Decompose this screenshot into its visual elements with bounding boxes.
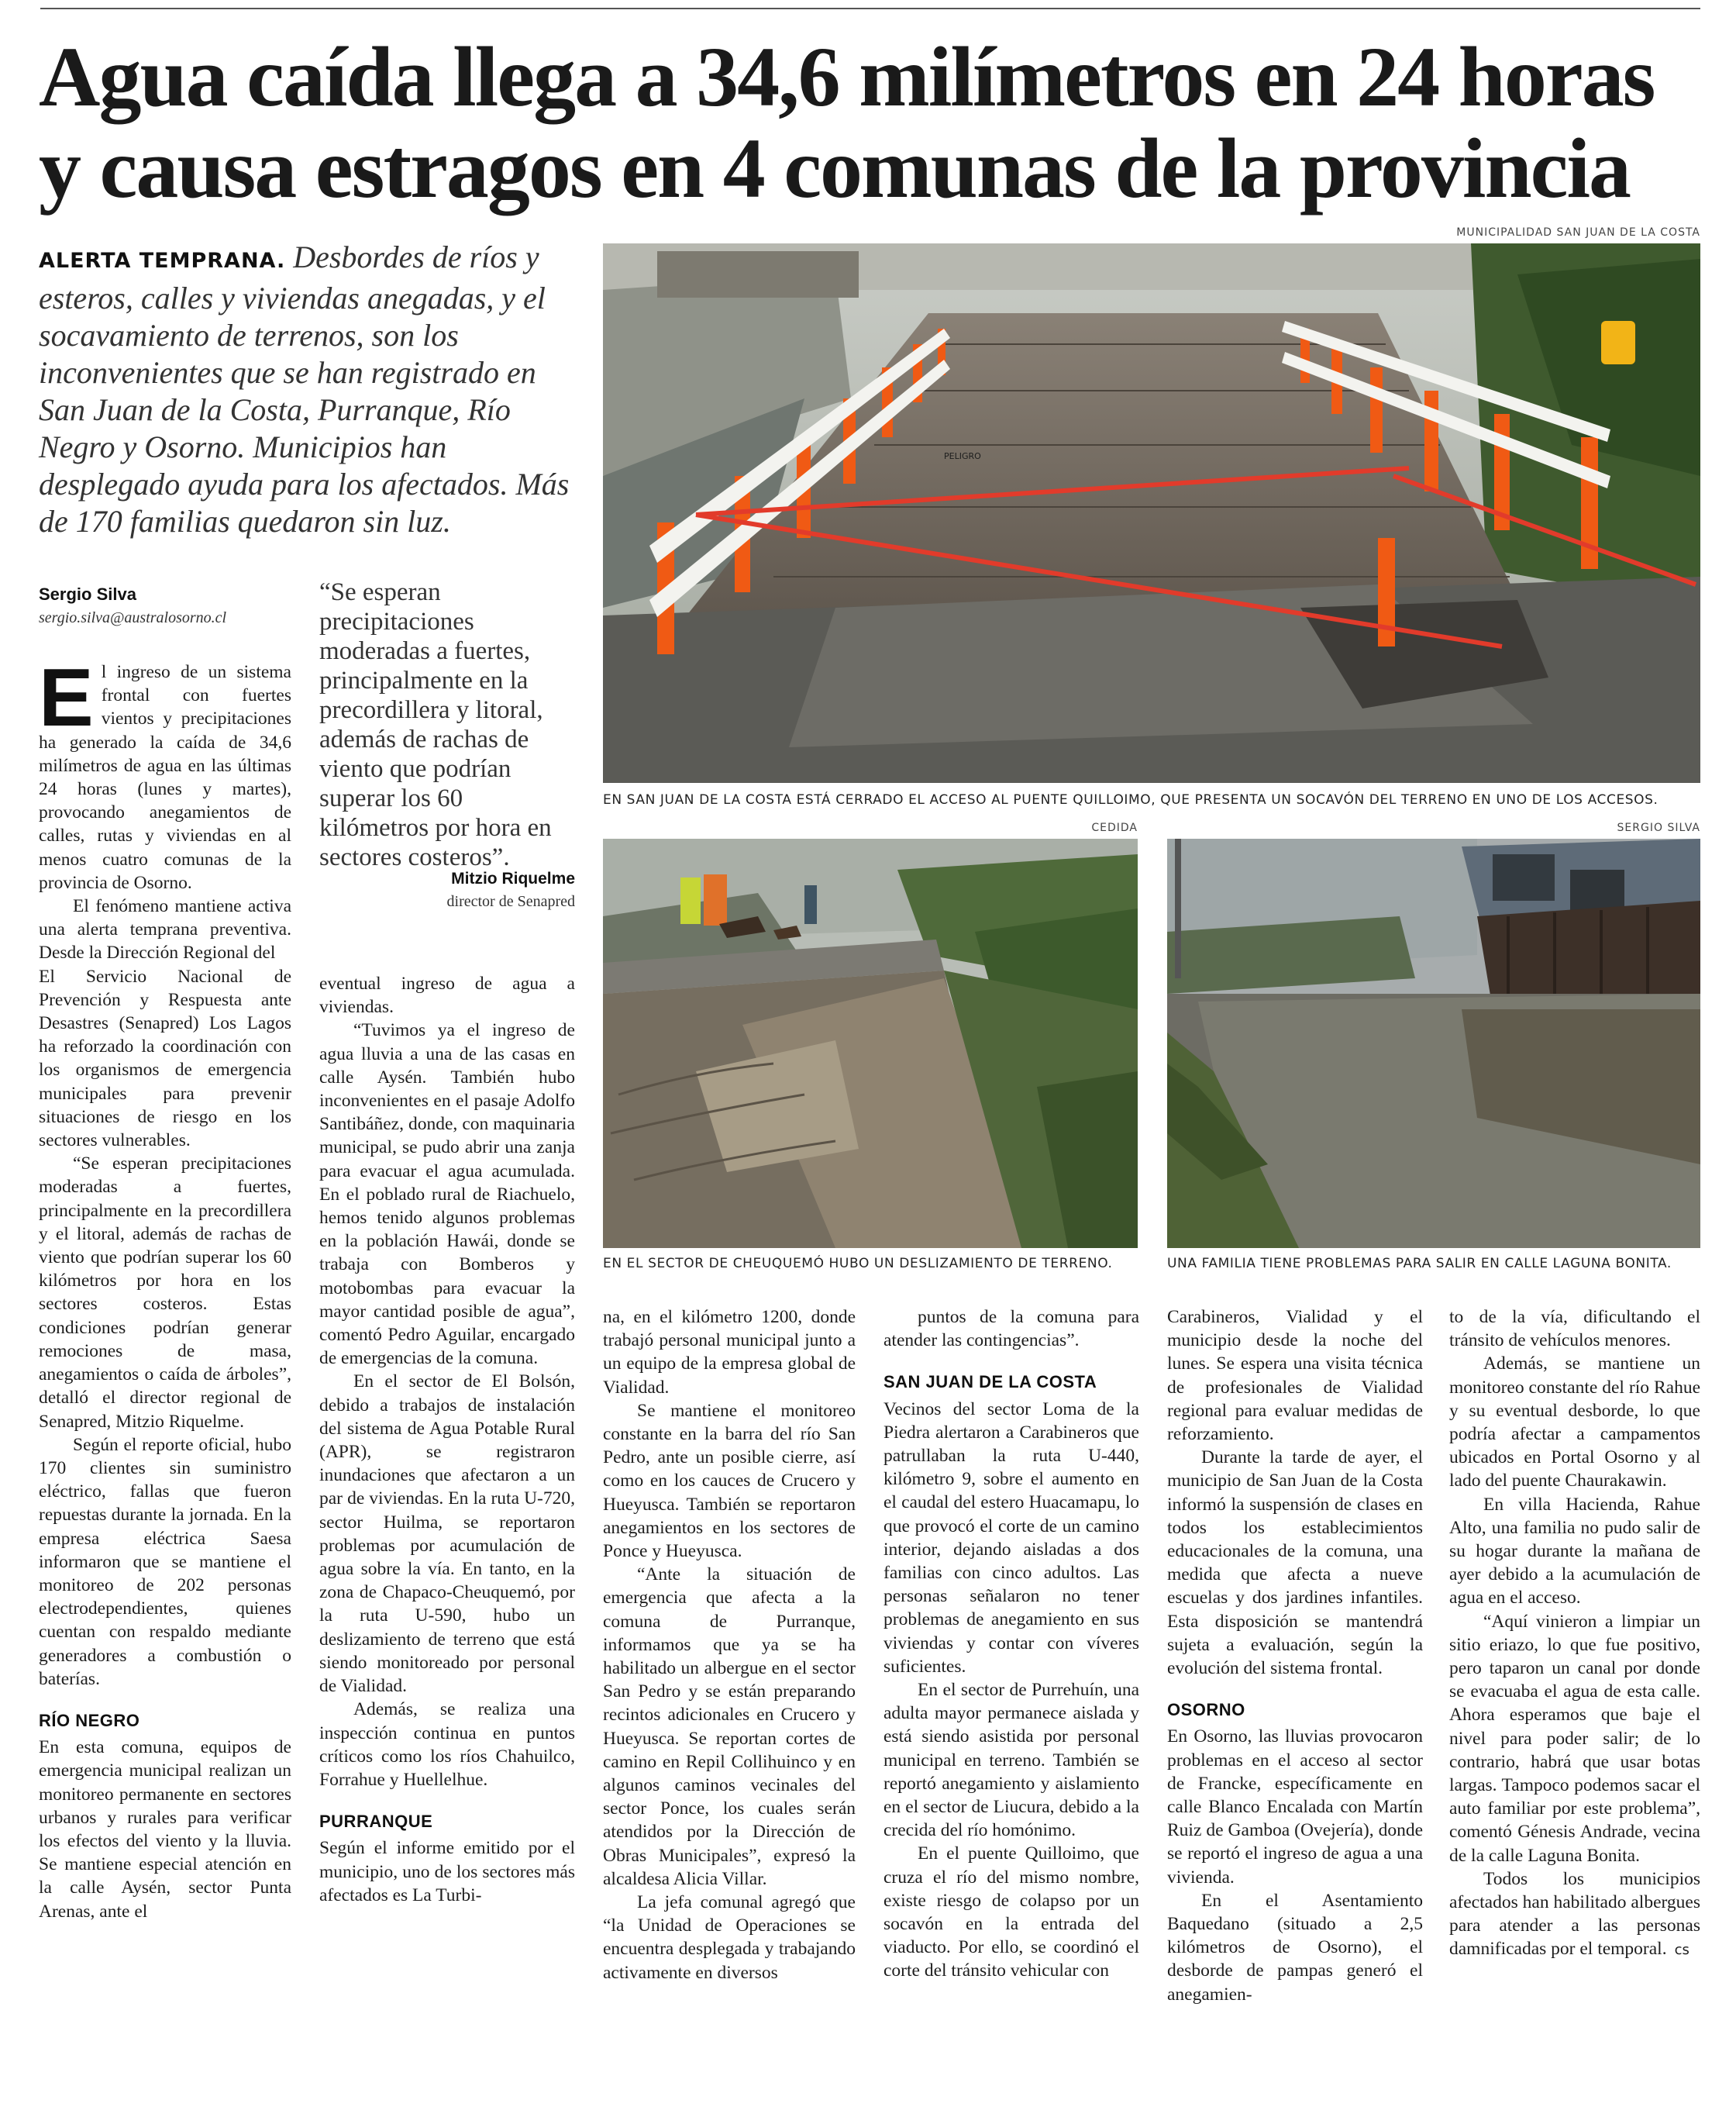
main-photo-caption: EN SAN JUAN DE LA COSTA ESTÁ CERRADO EL ACCESO AL PUENTE QUILLOIMO, QUE PRESENTA UN SOCAVÓN DEL TERRENO EN UNO DE LOS ACCESOS.	[603, 792, 1658, 808]
byline-email: sergio.silva@australosorno.cl	[39, 609, 227, 626]
col1-paragraph-1: l ingreso de un sistema frontal con fuertes vientos y precipitaciones ha generado la caída de 34,6 milímetros de agua en las últimas 24 horas (lunes y martes), provocando anegamientos de calles, rutas y viviendas en al menos cuatro comunas de la provincia de Osorno.	[39, 662, 291, 893]
col3-paragraph-2: Se mantiene el monitoreo constante en la barra del río San Pedro, ante un posible cierre, así como en los cauces de Crucero y Hueyusca. También se reportaron anegamientos en los sectores de Ponce y Hueyusca.	[603, 1400, 856, 1562]
body-column-5	[1167, 1305, 1423, 2006]
col5-paragraph-3: En Osorno, las lluvias provocaron problemas en el acceso al sector de Francke, específicamente en calle Blanco Encalada con Martín Ruiz de Gamboa (Ovejería), donde se reportó el ingreso de agua a una vivienda.	[1167, 1726, 1423, 1888]
col2-paragraph-3: En el sector de El Bolsón, debido a trabajos de instalación del sistema de Agua Potable Rural (APR), se registraron inundaciones que afectaron a un par de viviendas. En la ruta U-720, sector Huilma, se reportaron problemas por acumulación de agua sobre la vía. En tanto, en la zona de Chapaco-Cheuquemó, por la ruta U-590, hubo un deslizamiento de terreno que está siendo monitoreado por personal de Vialidad.	[319, 1371, 575, 1697]
lead-text: Desbordes de ríos y esteros, calles y viviendas anegadas, y el socavamiento de terrenos, son los inconvenientes que se han registrado en San Juan de la Costa, Purranque, Río Negro y Osorno. Municipios han desplegado ayuda para los afectados. Más de 170 familias quedaron sin luz.	[39, 240, 570, 539]
col1-paragraph-4: “Se esperan precipitaciones moderadas a fuertes, principalmente en la precordillera y el litoral, además de rachas de viento que podrían superar los 60 kilómetros por hora en los sectores costeros. Estas condiciones podrían generar remociones de masa, anegamientos o caída de árboles”, detalló el director regional de Senapred, Mitzio Riquelme.	[39, 1153, 291, 1432]
col5-paragraph-4: En el Asentamiento Baquedano (situado a 2,5 kilómetros de Osorno), el desborde de pampas generó el anegamien-	[1167, 1890, 1423, 2005]
lead-kicker: ALERTA TEMPRANA.	[39, 249, 286, 273]
flood-photo-credit: SERGIO SILVA	[1617, 822, 1700, 834]
col2-paragraph-2: “Tuvimos ya el ingreso de agua lluvia a una de las casas en calle Aysén. También hubo inconvenientes en el pasaje Adolfo Santibáñez, donde, con maquinaria municipal, se pudo abrir una zanja para evacuar el agua acumulada. En el poblado rural de Riachuelo, hemos tenido algunos problemas en la población Hawái, donde se trabaja con Bomberos y motobombas para evacuar la mayor cantidad posible de agua”, comentó Pedro Aguilar, encargado de emergencias de la comuna.	[319, 1020, 575, 1369]
flood-photo-caption: UNA FAMILIA TIENE PROBLEMAS PARA SALIR EN CALLE LAGUNA BONITA.	[1167, 1256, 1672, 1271]
col4-paragraph-1: puntos de la comuna para atender las contingencias”.	[884, 1307, 1139, 1351]
col5-paragraph-1: Carabineros, Vialidad y el municipio desde la noche del lunes. Se espera una visita técnica de profesionales de Vialidad regional para evaluar medidas de reforzamiento.	[1167, 1307, 1423, 1445]
col1-paragraph-5: Según el reporte oficial, hubo 170 clientes sin suministro eléctrico, fallas que fueron repuestas durante la jornada. En la empresa eléctrica Saesa informaron que se mantiene el monitoreo de 202 personas electrodependientes, quienes cuentan con respaldo mediante generadores a combustión o baterías.	[39, 1434, 291, 1689]
top-rule	[40, 8, 1700, 9]
lead-paragraph	[39, 239, 581, 540]
col3-paragraph-1: na, en el kilómetro 1200, donde trabajó personal municipal junto a un equipo de la empresa global de Vialidad.	[603, 1307, 856, 1398]
col4-paragraph-4: En el puente Quilloimo, que cruza el río del mismo nombre, existe riesgo de colapso por un socavón en la entrada del viaducto. Por ello, se coordinó el corte del tránsito vehicular con	[884, 1843, 1139, 1981]
flood-photo	[1167, 839, 1700, 1248]
drop-cap: E	[39, 652, 94, 743]
subhead-osorno: OSORNO	[1167, 1700, 1245, 1720]
col4-paragraph-2: Vecinos del sector Loma de la Piedra alertaron a Carabineros que patrullaban la ruta U-440, kilómetro 9, sobre el aumento en el caudal del estero Huacamapu, lo que provocó el corte de un camino interior, dejando aisladas a dos familias con cinco adultos. Las personas señalaron no tener problemas de anegamiento en sus viviendas y contar con víveres suficientes.	[884, 1398, 1139, 1677]
body-column-4	[884, 1305, 1139, 1983]
col2-paragraph-1: eventual ingreso de agua a viviendas.	[319, 974, 575, 1018]
body-column-6	[1449, 1305, 1700, 1963]
col3-paragraph-3: “Ante la situación de emergencia que afecta a la comuna de Purranque, informamos que ya se ha habilitado un albergue en el sector San Pedro y se están preparando recintos adicionales en Crucero y Hueyusca. Se reportan cortes de camino en Repil Collihuinco y en algunos caminos vecinales del sector Ponce, los cuales serán atendidos por la Dirección de Obras Municipales”, expresó la alcaldesa Alicia Villar.	[603, 1564, 856, 1889]
pullquote-role: director de Senapred	[446, 893, 575, 910]
col2-paragraph-4: Además, se realiza una inspección continua en puntos críticos como los ríos Chahuilco, Forrahue y Huellelhue.	[319, 1699, 575, 1790]
col1-paragraph-6: En esta comuna, equipos de emergencia municipal realizan un monitoreo permanente en sectores urbanos y rurales para verificar los efectos del viento y la lluvia. Se mantiene especial atención en la calle Aysén, sector Punta Arenas, ante el	[39, 1737, 291, 1922]
byline-name: Sergio Silva	[39, 584, 136, 604]
tape-label: PELIGRO	[944, 451, 981, 461]
col1-paragraph-2: El fenómeno mantiene activa una alerta temprana preventiva. Desde la Dirección Regional del	[39, 896, 291, 964]
pullquote-name: Mitzio Riquelme	[451, 870, 575, 888]
col5-paragraph-2: Durante la tarde de ayer, el municipio de San Juan de la Costa informó la suspensión de clases en todos los establecimientos educacionales de la comuna, una medida que afecta a nueve escuelas y dos jardines infantiles. Esta disposición se mantendrá sujeta a evaluación, según la evolución del sistema frontal.	[1167, 1447, 1423, 1679]
subhead-san-juan-de-la-costa: SAN JUAN DE LA COSTA	[884, 1372, 1097, 1392]
col3-paragraph-4: La jefa comunal agregó que “la Unidad de Operaciones se encuentra desplegada y trabajando activamente en diversos	[603, 1892, 856, 1983]
col4-paragraph-3: En el sector de Purrehuín, una adulta mayor permanece aislada y está siendo asistida por personal municipal en terreno. También se reportó anegamiento y aislamiento en el sector de Liucura, debido a la crecida del río homónimo.	[884, 1680, 1139, 1841]
col6-paragraph-1: to de la vía, dificultando el tránsito de vehículos menores.	[1449, 1307, 1700, 1351]
col2-paragraph-5: Según el informe emitido por el municipio, uno de los sectores más afectados es La Turbi-	[319, 1838, 575, 1905]
col1-paragraph-3: El Servicio Nacional de Prevención y Respuesta ante Desastres (Senapred) Los Lagos ha reforzado la coordinación con los organismos de emergencia municipales para prevenir situaciones de riesgo en los sectores vulnerables.	[39, 966, 291, 1151]
end-mark-icon: cs	[1674, 1942, 1690, 1959]
col6-paragraph-3: En villa Hacienda, Rahue Alto, una familia no pudo salir de su hogar durante la mañana de ayer debido a la acumulación de agua en el acceso.	[1449, 1494, 1700, 1609]
headline: Agua caída llega a 34,6 milímetros en 24 horas y causa estragos en 4 comunas de la provincia	[39, 29, 1655, 216]
col6-paragraph-5-text: Todos los municipios afectados han habilitado albergues para atender a las personas damnificadas por el temporal.	[1449, 1868, 1700, 1960]
body-column-2	[319, 972, 575, 1907]
subhead-purranque: PURRANQUE	[319, 1812, 433, 1832]
landslide-photo-caption: EN EL SECTOR DE CHEUQUEMÓ HUBO UN DESLIZAMIENTO DE TERRENO.	[603, 1256, 1113, 1271]
main-photo-credit: MUNICIPALIDAD SAN JUAN DE LA COSTA	[1456, 226, 1700, 239]
body-column-1	[39, 652, 291, 1923]
col6-paragraph-5	[1449, 1867, 1700, 1963]
col6-paragraph-2: Además, se mantiene un monitoreo constante del río Rahue y su eventual desborde, lo que podría afectar a campamentos ubicados en Portal Osorno y al lado del puente Chaurakawin.	[1449, 1353, 1700, 1491]
col6-paragraph-4: “Aquí vinieron a limpiar un sitio eriazo, lo que fue positivo, pero taparon un canal por donde se evacuaba el agua de esta calle. Ahora esperamos que baje el nivel para poder salir; de lo contrario, habrá que usar botas largas. Tampoco podemos sacar el auto familiar por este problema”, comentó Génesis Andrade, vecina de la calle Laguna Bonita.	[1449, 1611, 1700, 1866]
subhead-rio-negro: RÍO NEGRO	[39, 1710, 140, 1730]
body-column-3	[603, 1305, 856, 1984]
pullquote: “Se esperan precipitaciones moderadas a fuertes, principalmente en la precordillera y litoral, además de rachas de viento que podrían superar los 60 kilómetros por hora en sectores costeros”.	[319, 578, 552, 871]
bridge-photo	[603, 243, 1700, 783]
landslide-photo-credit: CEDIDA	[1091, 822, 1138, 834]
landslide-photo	[603, 839, 1138, 1248]
